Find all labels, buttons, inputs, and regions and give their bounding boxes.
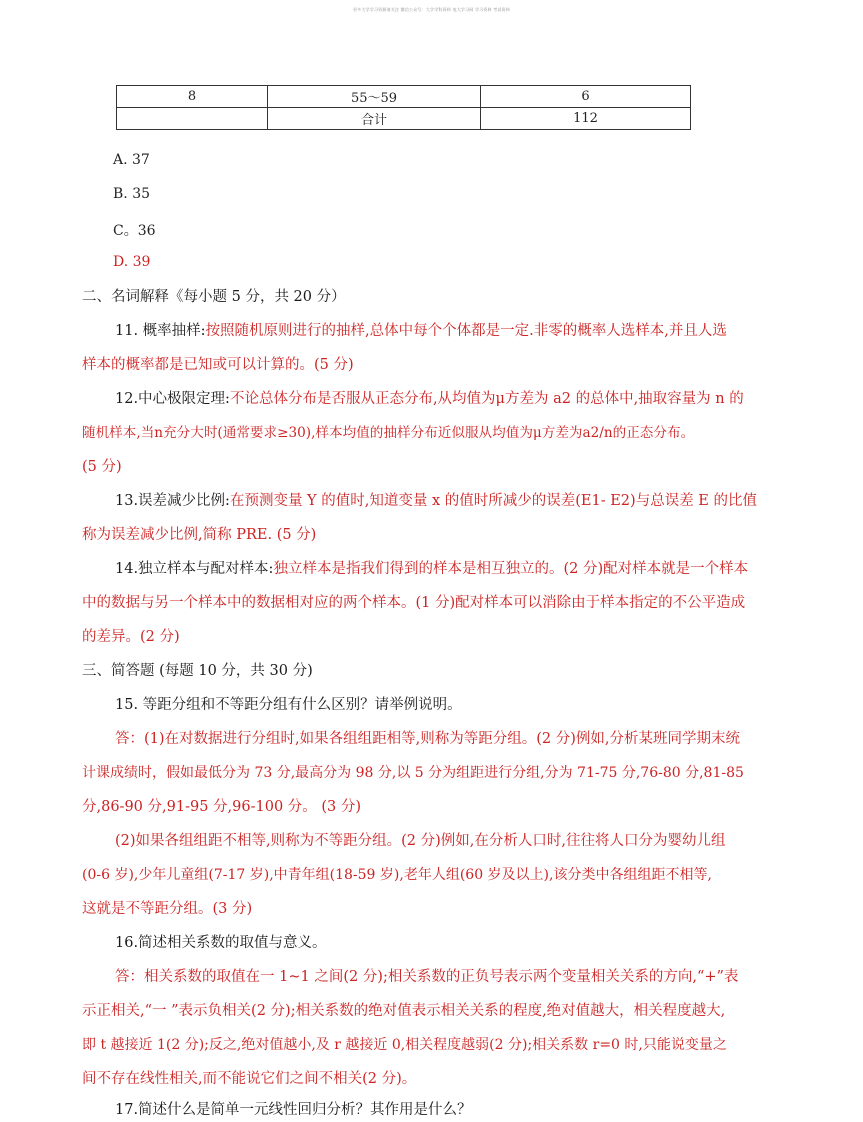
frequency-table — [116, 85, 691, 130]
q13-line2: 称为误差减少比例,简称 PRE. (5 分) — [82, 527, 317, 543]
q13-label: 13.误差减少比例: — [115, 493, 230, 509]
table-total-value: 112 — [481, 108, 691, 130]
a16-line1: 答：相关系数的取值在一 1~1 之间(2 分);相关系数的正负号表示两个变量相关关系的方向,“+”表 — [115, 969, 739, 985]
table-cell: 8 — [117, 86, 268, 108]
option-b: B. 35 — [113, 186, 151, 202]
q13-line1 — [115, 491, 787, 511]
a15-line4: (2)如果各组组距不相等,则称为不等距分组。(2 分)例如,在分析人口时,往往将人口分为婴幼儿组 — [115, 833, 726, 849]
a15-line3: 分,86-90 分,91-95 分,96-100 分。 (3 分) — [82, 799, 362, 815]
table-cell: 6 — [481, 86, 691, 108]
page-header-note: 更多大学学习资源请关注 微信公众号：大学学科资料 电大学习网 学习资料 考试资料 — [352, 7, 511, 12]
option-c: C。36 — [113, 223, 156, 239]
table-cell: 55～59 — [268, 86, 481, 108]
section3-heading: 三、简答题 (每题 10 分，共 30 分) — [82, 663, 313, 679]
q14-line2: 中的数据与另一个样本中的数据相对应的两个样本。(1 分)配对样本可以消除由于样本指定的不公平造成 — [82, 595, 746, 611]
q12-label: 12.中心极限定理: — [115, 391, 230, 407]
a16-line2: 示正相关,“一 ”表示负相关(2 分);相关系数的绝对值表示相关关系的程度,绝对值越大，相关程度越大, — [82, 1003, 726, 1019]
q14-line1 — [115, 559, 787, 579]
a16-line4: 间不存在线性相关,而不能说它们之间不相关(2 分)。 — [82, 1071, 417, 1087]
q11-label: 11. 概率抽样: — [115, 323, 206, 339]
q14-line3: 的差异。(2 分) — [82, 629, 180, 645]
table-total-label: 合计 — [268, 108, 481, 130]
q11-line1 — [115, 321, 787, 341]
q12-line1 — [115, 389, 787, 409]
q14-answer: 独立样本是指我们得到的样本是相互独立的。(2 分)配对样本就是一个样本 — [273, 561, 749, 577]
option-a: A. 37 — [113, 152, 150, 168]
q12-line2: 随机样本,当n充分大时(通常要求≥30),样本均值的抽样分布近似服从均值为μ方差为a2/n的正态分布。 — [82, 425, 695, 441]
q17-question: 17.简述什么是简单一元线性回归分析？其作用是什么？ — [115, 1102, 472, 1118]
section2-heading: 二、名词解释《每小题 5 分，共 20 分） — [82, 289, 346, 305]
q16-question: 16.简述相关系数的取值与意义。 — [115, 935, 327, 951]
q11-answer: 按照随机原则进行的抽样,总体中每个个体都是一定.非零的概率人选样本,并且人选 — [205, 323, 727, 339]
a15-line6: 这就是不等距分组。(3 分) — [82, 901, 253, 917]
q12-answer: 不论总体分布是否服从正态分布,从均值为μ方差为 a2 的总体中,抽取容量为 n 的 — [229, 391, 744, 407]
q12-line3: (5 分) — [82, 459, 122, 475]
table-row — [117, 108, 691, 130]
option-d-answer: D. 39 — [113, 254, 151, 270]
q14-label: 14.独立样本与配对样本: — [115, 561, 274, 577]
a15-line5: (0-6 岁),少年儿童组(7-17 岁),中青年组(18-59 岁),老年人组(60 岁及以上),该分类中各组组距不相等, — [82, 867, 712, 883]
table-row — [117, 86, 691, 108]
a15-line1: 答：(1)在对数据进行分组时,如果各组组距相等,则称为等距分组。(2 分)例如,分析某班同学期末统 — [115, 731, 741, 747]
a16-line3: 即 t 越接近 1(2 分);反之,绝对值越小,及 r 越接近 0,相关程度越弱(2 分);相关系数 r=0 时,只能说变量之 — [82, 1037, 727, 1053]
a15-line2: 计课成绩时，假如最低分为 73 分,最高分为 98 分,以 5 分为组距进行分组,分为 71-75 分,76-80 分,81-85 — [82, 765, 744, 781]
q11-line2: 样本的概率都是已知或可以计算的。(5 分) — [82, 357, 354, 373]
q15-question: 15. 等距分组和不等距分组有什么区别？请举例说明。 — [115, 697, 462, 713]
table-cell — [117, 108, 268, 130]
q13-answer: 在预测变量 Y 的值时,知道变量 x 的值时所减少的误差(E1- E2)与总误差 E 的比值 — [229, 493, 757, 509]
